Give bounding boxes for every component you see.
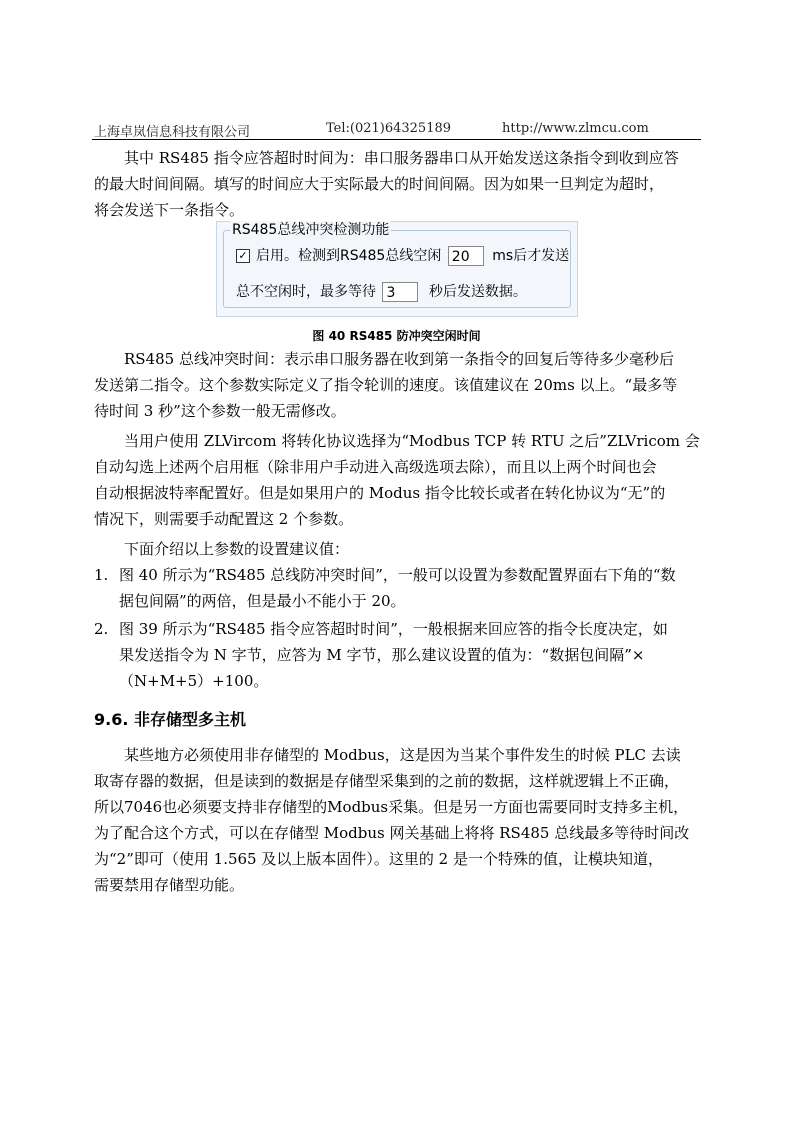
header-company: 上海卓岚信息科技有限公司: [94, 125, 251, 140]
text-line: 下面介绍以上参数的设置建议值：: [124, 540, 350, 558]
text-line: 果发送指令为 N 字节，应答为 M 字节，那么建议设置的值为：“数据包间隔”×: [119, 646, 645, 664]
text-line: 发送第二指令。这个参数实际定义了指令轮训的速度。该值建议在 20ms 以上。“最多等: [94, 376, 678, 394]
enable-checkbox[interactable]: ✓: [236, 249, 250, 263]
enable-label: 启用。检测到RS485总线空闲: [256, 248, 442, 264]
text-line: 某些地方必须使用非存储型的 Modbus，这是因为当某个事件发生的时候 PLC 去读: [124, 746, 681, 764]
wait-row: [236, 282, 527, 302]
text-line: 需要禁用存储型功能。: [94, 876, 245, 894]
conflict-detect-group: [223, 222, 571, 308]
list-item: [119, 562, 700, 614]
wait-unit-label: 秒后发送数据。: [428, 284, 527, 300]
wait-seconds-input[interactable]: 3: [382, 282, 418, 302]
idle-unit-label: ms后才发送: [492, 248, 570, 264]
header-divider: [92, 139, 701, 140]
list-number: 2.: [94, 620, 109, 638]
header-tel: Tel:(021)64325189: [326, 121, 452, 136]
text-line: 将会发送下一条指令。: [94, 201, 245, 219]
text-line: 所以7046也必须要支持非存储型的Modbus采集。但是另一方面也需要同时支持多主机，: [94, 798, 689, 816]
paragraph-zlvircom: [94, 428, 700, 532]
group-title: RS485总线冲突检测功能: [232, 222, 390, 238]
text-line: 为了配合这个方式，可以在存储型 Modbus 网关基础上将将 RS485 总线最多等待时间改: [94, 824, 690, 842]
paragraph-intro: [94, 536, 700, 562]
list-item: [119, 616, 700, 694]
list-number: 1.: [94, 566, 109, 584]
text-line: 自动勾选上述两个启用框（除非用户手动进入高级选项去除），而且以上两个时间也会: [94, 458, 657, 476]
text-line: 待时间 3 秒”这个参数一般无需修改。: [94, 402, 346, 420]
text-line: 为“2”即可（使用 1.565 及以上版本固件）。这里的 2 是一个特殊的值，让模块知道，: [94, 850, 663, 868]
text-line: 当用户使用 ZLVircom 将转化协议选择为“Modbus TCP 转 RTU 之后”ZLVricom 会: [124, 432, 700, 450]
section-heading: 9.6. 非存储型多主机: [94, 710, 246, 729]
enable-row: [256, 246, 569, 266]
page-header: [94, 121, 700, 139]
paragraph-timeout: [94, 145, 700, 223]
text-line: 自动根据波特率配置好。但是如果用户的 Modus 指令比较长或者在转化协议为“无”的: [94, 484, 666, 502]
header-url[interactable]: http://www.zlmcu.com: [502, 121, 649, 136]
paragraph-conflict-time: [94, 346, 700, 424]
text-line: （N+M+5）+100。: [119, 672, 269, 690]
text-line: 据包间隔”的两倍，但是最小不能小于 20。: [119, 592, 406, 610]
idle-ms-input[interactable]: 20: [448, 246, 484, 266]
text-line: 其中 RS485 指令应答超时时间为：串口服务器串口从开始发送这条指令到收到应答: [124, 149, 679, 167]
text-line: 图 39 所示为“RS485 指令应答超时时间”，一般根据来回应答的指令长度决定，如: [119, 620, 668, 638]
text-line: 的最大时间间隔。填写的时间应大于实际最大的时间间隔。因为如果一旦判定为超时，: [94, 175, 665, 193]
text-line: 取寄存器的数据，但是读到的数据是存储型采集到的之前的数据，这样就逻辑上不正确，: [94, 772, 680, 790]
wait-label: 总不空闲时，最多等待: [236, 284, 376, 300]
rs485-conflict-panel: [216, 221, 578, 317]
text-line: RS485 总线冲突时间：表示串口服务器在收到第一条指令的回复后等待多少毫秒后: [124, 350, 674, 368]
text-line: 图 40 所示为“RS485 总线防冲突时间”，一般可以设置为参数配置界面右下角的“数: [119, 566, 676, 584]
text-line: 情况下，则需要手动配置这 2 个参数。: [94, 510, 354, 528]
figure-caption: 图 40 RS485 防冲突空闲时间: [312, 329, 481, 343]
paragraph-non-storage: [94, 742, 700, 898]
